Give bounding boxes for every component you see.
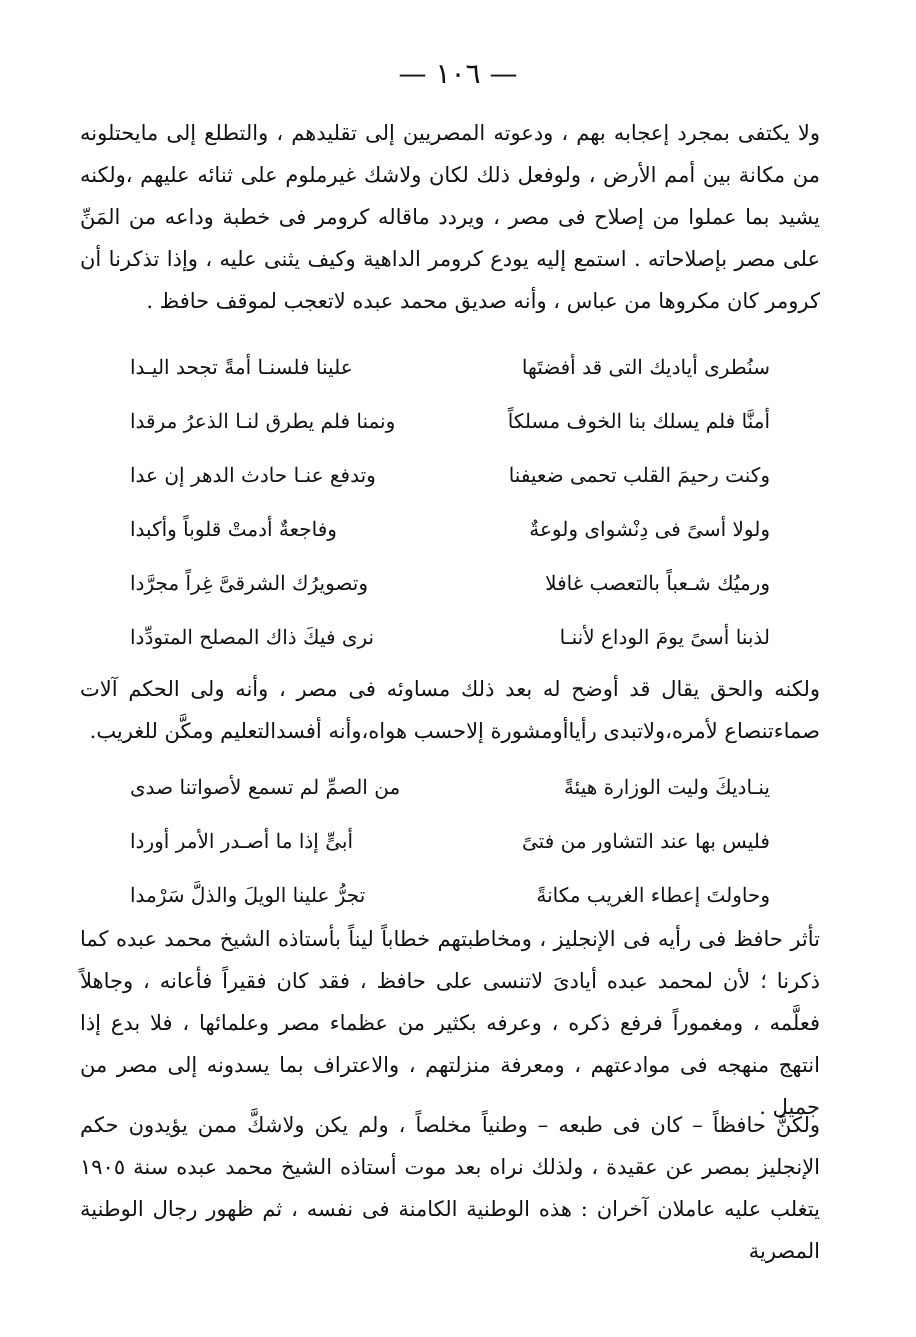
hemistich-second: من الصمِّ لم تسمع لأصواتنا صدى <box>130 775 401 799</box>
paragraph-1: ولا يكتفى بمجرد إعجابه بهم ، ودعوته المصريين إلى تقليدهم ، والتطلع إلى مايحتلونه من مكانة بين أمم الأرض ، ولوفعل ذلك لكان ولاشك غيرملوم على ثنائه عليهم ،ولكنه يشيد بما عملوا من إصلاح فى مصر ، ويردد ماقاله كرومر فى خطبة وداعه من المَنِّ على مصر بإصلاحاته . استمع إليه يودع كرومر الداهية وكيف يثنى عليه ، وإذا تذكرنا أن كرومر كان مكروها من عباس ، وأنه صديق محمد عبده لاتعجب لموقف حافظ . <box>80 121 820 313</box>
hemistich-first: أمنَّا فلم يسلك بنا الخوف مسلكاً <box>507 409 770 433</box>
poem-2 <box>130 760 770 922</box>
hemistich-second: وتصويرُك الشرقىَّ غِراً مجرَّدا <box>130 571 368 595</box>
hemistich-second: أبىٍّ إذا ما أصـدر الأمر أوردا <box>130 829 354 853</box>
verse-line <box>130 340 770 394</box>
hemistich-second: علينا فلسنـا أمةً تجحد اليـدا <box>130 355 353 379</box>
hemistich-first: ينـاديكَ وليت الوزارة هيئةً <box>563 775 770 799</box>
hemistich-first: وحاولتَ إعطاء الغريب مكانةً <box>536 883 770 907</box>
hemistich-first: وكنت رحيمَ القلب تحمى ضعيفنا <box>508 463 770 487</box>
hemistich-second: ونمنا فلم يطرق لنـا الذعرُ مرقدا <box>130 409 396 433</box>
hemistich-first: لذبنا أسىً يومَ الوداع لأننـا <box>559 625 770 649</box>
verse-line <box>130 394 770 448</box>
verse-line <box>130 868 770 922</box>
verse-line <box>130 556 770 610</box>
hemistich-second: نرى فيكَ ذاك المصلح المتودِّدا <box>130 625 375 649</box>
verse-line <box>130 760 770 814</box>
paragraph-2: ولكنه والحق يقال قد أوضح له بعد ذلك مساوئه فى مصر ، وأنه ولى الحكم آلات صماءتنصاع لأمره،ولاتبدى رأياأومشورة إلاحسب هواه،وأنه أفسدالتعليم ومكَّن للغريب. <box>80 677 820 743</box>
hemistich-second: وفاجعةٌ أدمتْ قلوباً وأكبدا <box>130 517 337 541</box>
hemistich-first: ورميُك شـعباً بالتعصب غافلا <box>545 571 770 595</box>
verse-line <box>130 610 770 664</box>
verse-line <box>130 448 770 502</box>
poem-1 <box>130 340 770 664</box>
hemistich-first: فليس بها عند التشاور من فتىً <box>522 829 770 853</box>
paragraph-4: ولكنَّ حافظاً – كان فى طبعه – وطنياً مخلصاً ، ولم يكن ولاشكَّ ممن يؤيدون حكم الإنجليز بمصر عن عقيدة ، ولذلك نراه بعد موت أستاذه الشيخ محمد عبده سنة ١٩٠٥ يتغلب عليه عاملان آخران : هذه الوطنية الكامنة فى نفسه ، ثم ظهور رجال الوطنية المصرية <box>80 1113 820 1263</box>
hemistich-first: سنُطرى أياديك التى قد أفضتَها <box>521 355 770 379</box>
verse-line <box>130 814 770 868</box>
page-number: — ١٠٦ — <box>398 57 518 90</box>
hemistich-first: ولولا أسىً فى دِنْشواى ولوعةٌ <box>529 517 770 541</box>
paragraph-3: تأثر حافظ فى رأيه فى الإنجليز ، ومخاطبتهم خطاباً ليناً بأستاذه الشيخ محمد عبده كما ذكرنا ؛ لأن لمحمد عبده أيادىَ لاتنسى على حافظ ، فقد كان فقيراً فأعانه ، وجاهلاً فعلَّمه ، ومغموراً فرفع ذكره ، وعرفه بكثير من عظماء مصر وعلمائها ، فلا بدع إذا انتهج منهجه فى موادعتهم ، ومعرفة منزلتهم ، والاعتراف بما يسدونه إلى مصر من جميل . <box>80 927 820 1119</box>
hemistich-second: تجرُّ علينا الويلَ والذلَّ سَرْمدا <box>130 883 366 907</box>
verse-line <box>130 502 770 556</box>
hemistich-second: وتدفع عنـا حادث الدهر إن عدا <box>130 463 376 487</box>
